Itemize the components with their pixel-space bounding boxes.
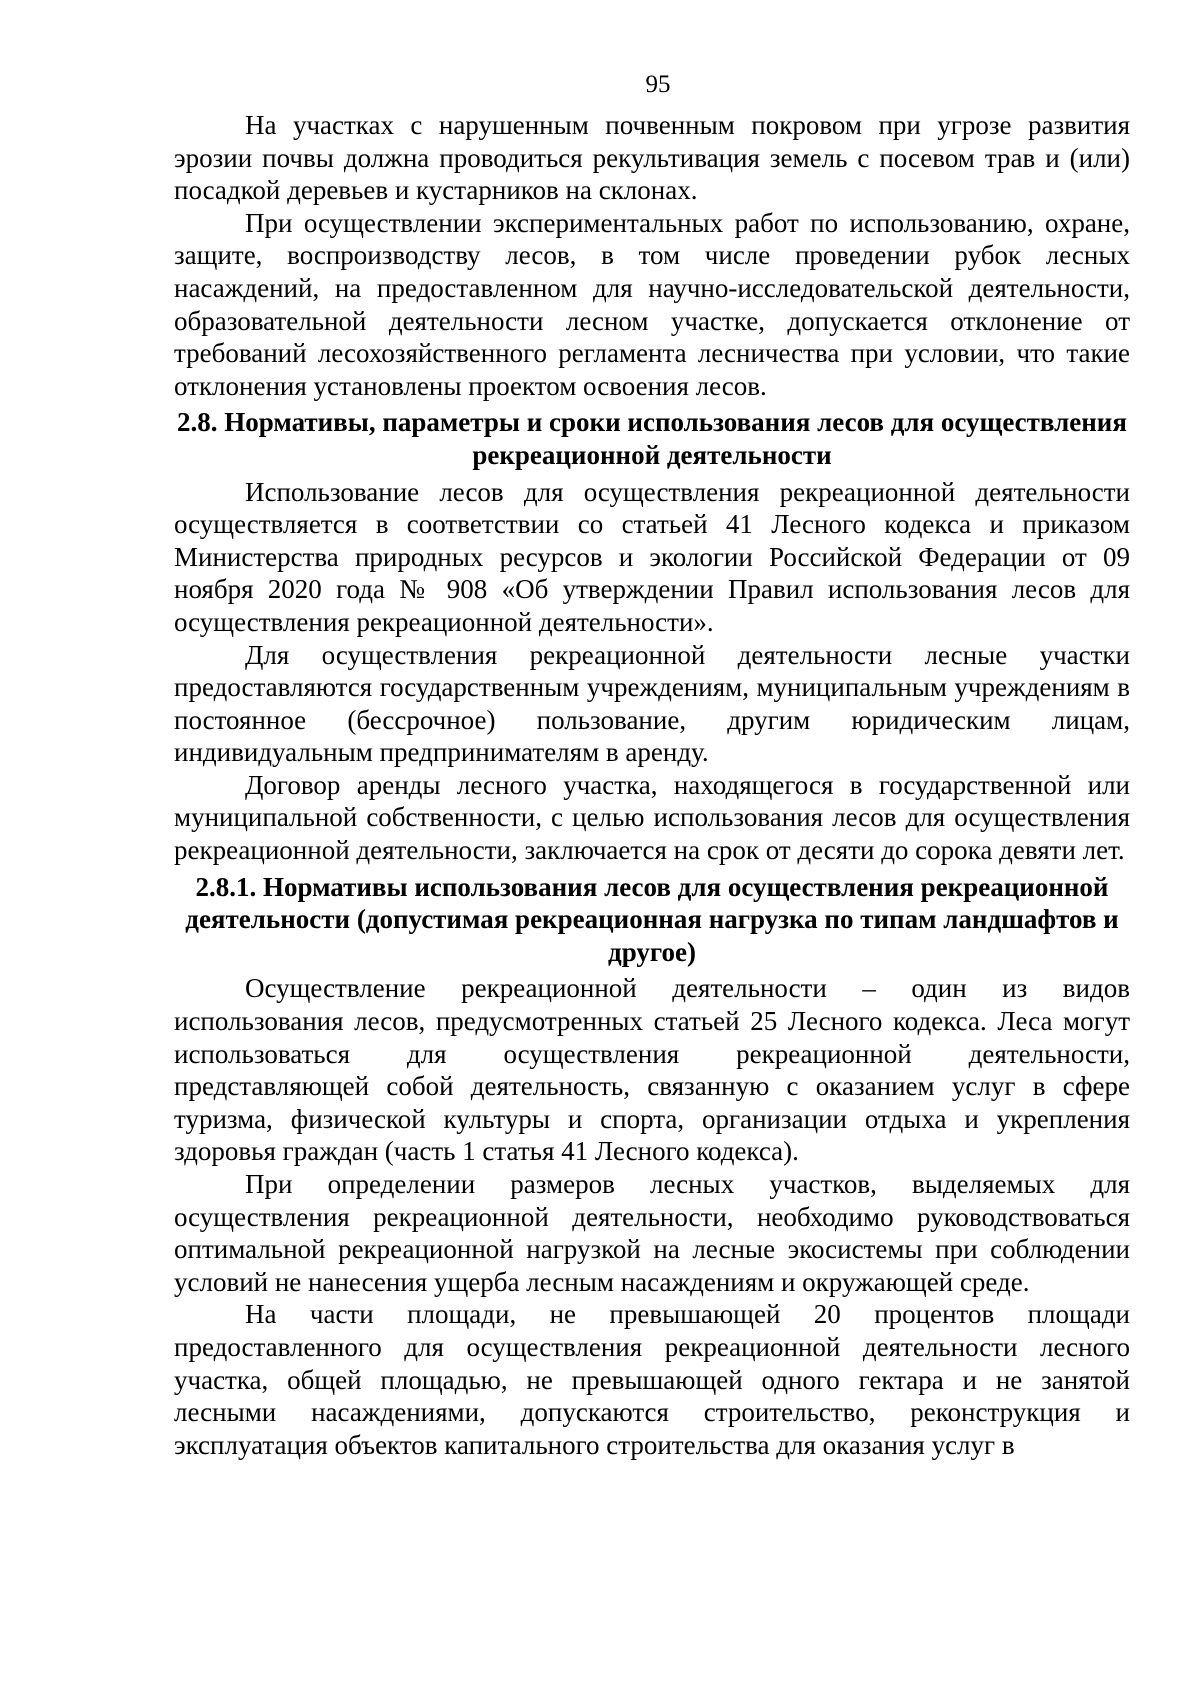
page-number: 95 [645, 71, 671, 98]
paragraph-lease-agreement: Договор аренды лесного участка, находящегося в государственной или муниципальной собственности, с целью использования лесов для осуществления рекреационной деятельности, заключается на срок от десяти до сорока девяти лет. [174, 769, 1130, 866]
paragraph-recreation-usage: Использование лесов для осуществления рекреационной деятельности осуществляется в соответствии со статьей 41 Лесного кодекса и приказом Министерства природных ресурсов и экологии Российской Федерации от 09 ноября 2020 года № 908 «Об утверждении Правил использования лесов для осуществления рекреационной деятельности». [174, 476, 1130, 637]
paragraph-capital-construction: На части площади, не превышающей 20 процентов площади предоставленного для осуществления рекреационной деятельности лесного участка, общей площадью, не превышающей одного гектара и не занятой лесными насаждениями, допускаются строительство, реконструкция и эксплуатация объектов капитального строительства для оказания услуг в [174, 1299, 1130, 1460]
paragraph-recreation-plots: Для осуществления рекреационной деятельности лесные участки предоставляются государственным учреждениям, муниципальным учреждениям в постоянное (бессрочное) пользование, другим юридическим лицам, индивидуальным предпринимателям в аренду. [174, 639, 1130, 768]
paragraph-soil-reclamation: На участках с нарушенным почвенным покровом при угрозе развития эрозии почвы должна проводиться рекультивация земель с посевом трав и (или) посадкой деревьев и кустарников на склонах. [174, 110, 1130, 206]
paragraph-experimental-works: При осуществлении экспериментальных работ по использованию, охране, защите, воспроизводству лесов, в том числе проведении рубок лесных насаждений, на предоставленном для научно-исследовательской деятельности, образовательной деятельности лесном участке, допускается отклонение от требований лесохозяйственного регламента лесничества при условии, что такие отклонения установлены проектом освоения лесов. [174, 207, 1130, 401]
paragraph-plot-sizes: При определении размеров лесных участков, выделяемых для осуществления рекреационной деятельности, необходимо руководствоваться оптимальной рекреационной нагрузкой на лесные экосистемы при соблюдении условий не нанесения ущерба лесным насаждениям и окружающей среде. [174, 1169, 1130, 1297]
section-heading-2-8: 2.8. Нормативы, параметры и сроки использования лесов для осуществления рекреационной деятельности [177, 407, 1127, 470]
paragraph-recreation-definition: Осуществление рекреационной деятельности – один из видов использования лесов, предусмотренных статьей 25 Лесного кодекса. Леса могут использоваться для осуществления рекреационной деятельности, представляющей собой деятельность, связанную с оказанием услуг в сфере туризма, физической культуры и спорта, организации отдыха и укрепления здоровья граждан (часть 1 статья 41 Лесного кодекса). [174, 973, 1130, 1167]
section-heading-2-8-1: 2.8.1. Нормативы использования лесов для осуществления рекреационной деятельности (допустимая рекреационная нагрузка по типам ландшафтов и другое) [185, 871, 1119, 967]
